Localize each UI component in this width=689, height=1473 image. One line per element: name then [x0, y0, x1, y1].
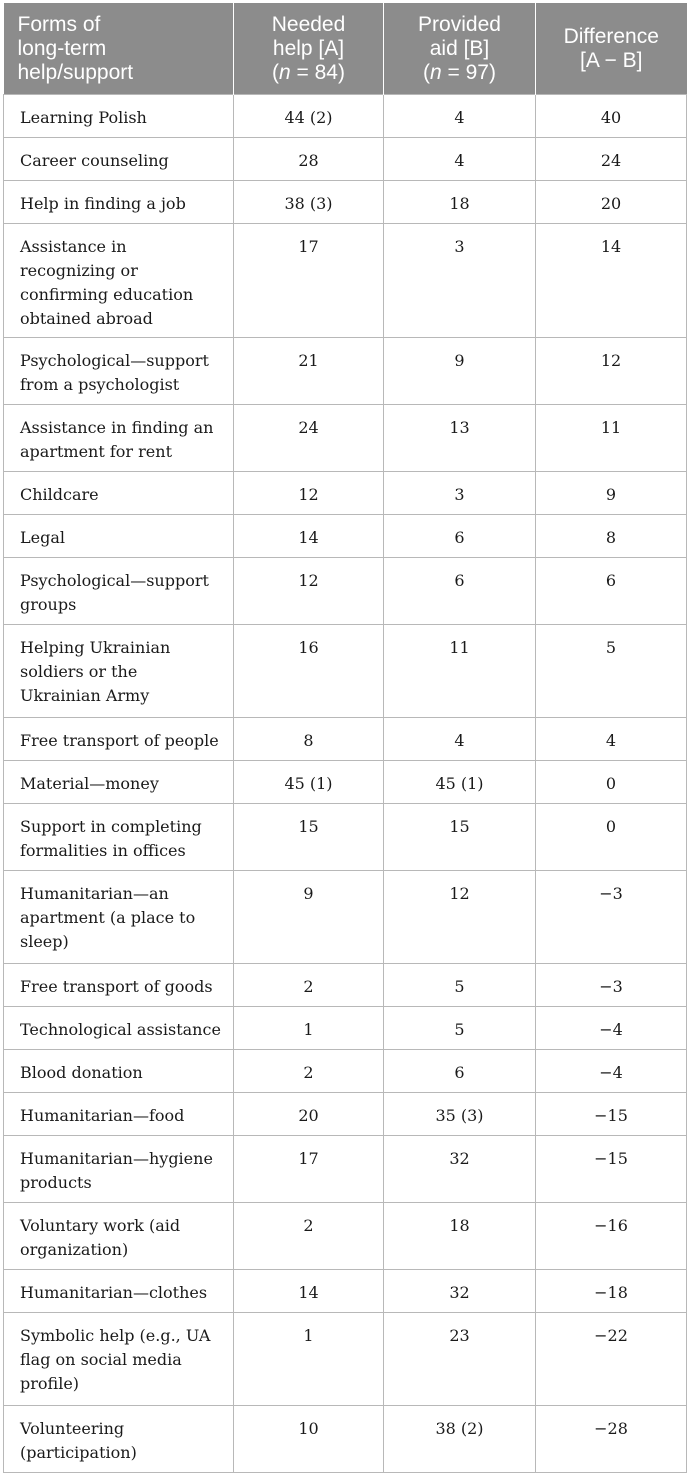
- needed-cell: 2: [234, 1203, 384, 1270]
- header-needed-line2: help [A]: [272, 36, 345, 60]
- table-row: [4, 871, 687, 964]
- needed-cell: 9: [234, 871, 384, 964]
- header-provided-line2: aid [B]: [429, 36, 490, 60]
- form-cell: Volunteering (participation): [4, 1406, 234, 1473]
- difference-cell: 8: [536, 515, 687, 558]
- paren-open: (: [423, 60, 430, 84]
- needed-cell: 2: [234, 1050, 384, 1093]
- needed-cell: 28: [234, 138, 384, 181]
- provided-cell: 32: [384, 1270, 536, 1313]
- table-row: [4, 964, 687, 1007]
- provided-cell: 5: [384, 1007, 536, 1050]
- table-row: [4, 558, 687, 625]
- n-value: = 84): [290, 60, 345, 84]
- needed-cell: 15: [234, 804, 384, 871]
- difference-cell: −16: [536, 1203, 687, 1270]
- form-cell: Helping Ukrainian soldiers or the Ukrainian Army: [4, 625, 234, 718]
- form-cell: Assistance in recognizing or confirming education obtained abroad: [4, 224, 234, 338]
- needed-cell: 10: [234, 1406, 384, 1473]
- paren-open: (: [272, 60, 279, 84]
- n-symbol: n: [430, 60, 442, 84]
- difference-cell: −22: [536, 1313, 687, 1406]
- difference-cell: −15: [536, 1136, 687, 1203]
- form-cell: Technological assistance: [4, 1007, 234, 1050]
- provided-cell: 4: [384, 138, 536, 181]
- header-needed-line1: Needed: [271, 12, 346, 36]
- provided-cell: 38 (2): [384, 1406, 536, 1473]
- difference-cell: 0: [536, 761, 687, 804]
- header-difference-line1: Difference: [563, 24, 659, 48]
- form-cell: Free transport of people: [4, 718, 234, 761]
- form-cell: Support in completing formalities in offices: [4, 804, 234, 871]
- table-row: [4, 181, 687, 224]
- difference-cell: 5: [536, 625, 687, 718]
- needed-cell: 17: [234, 1136, 384, 1203]
- needed-cell: 1: [234, 1007, 384, 1050]
- provided-cell: 32: [384, 1136, 536, 1203]
- difference-cell: 4: [536, 718, 687, 761]
- table-row: [4, 405, 687, 472]
- needed-cell: 24: [234, 405, 384, 472]
- difference-cell: −28: [536, 1406, 687, 1473]
- form-cell: Symbolic help (e.g., UA flag on social media profile): [4, 1313, 234, 1406]
- provided-cell: 23: [384, 1313, 536, 1406]
- form-cell: Psychological—support groups: [4, 558, 234, 625]
- form-cell: Material—money: [4, 761, 234, 804]
- form-cell: Humanitarian—clothes: [4, 1270, 234, 1313]
- header-difference-line2: [A − B]: [580, 48, 643, 72]
- provided-cell: 4: [384, 718, 536, 761]
- header-difference: [536, 3, 687, 95]
- needed-cell: 8: [234, 718, 384, 761]
- form-cell: Career counseling: [4, 138, 234, 181]
- form-cell: Humanitarian—hygiene products: [4, 1136, 234, 1203]
- provided-cell: 3: [384, 224, 536, 338]
- n-value: = 97): [441, 60, 496, 84]
- difference-cell: −15: [536, 1093, 687, 1136]
- needed-cell: 17: [234, 224, 384, 338]
- needed-cell: 1: [234, 1313, 384, 1406]
- table-row: [4, 625, 687, 718]
- difference-cell: −3: [536, 964, 687, 1007]
- table-row: [4, 338, 687, 405]
- table-row: [4, 1007, 687, 1050]
- table-row: [4, 138, 687, 181]
- provided-cell: 4: [384, 95, 536, 138]
- provided-cell: 18: [384, 181, 536, 224]
- table-row: [4, 515, 687, 558]
- difference-cell: 9: [536, 472, 687, 515]
- difference-cell: 12: [536, 338, 687, 405]
- difference-cell: 14: [536, 224, 687, 338]
- provided-cell: 18: [384, 1203, 536, 1270]
- form-cell: Help in finding a job: [4, 181, 234, 224]
- provided-cell: 11: [384, 625, 536, 718]
- table-row: [4, 1203, 687, 1270]
- difference-cell: 20: [536, 181, 687, 224]
- header-provided-n-line: [384, 61, 535, 85]
- header-forms-line: Forms of: [17, 12, 101, 36]
- provided-cell: 45 (1): [384, 761, 536, 804]
- provided-cell: 6: [384, 558, 536, 625]
- table-row: [4, 472, 687, 515]
- difference-cell: 40: [536, 95, 687, 138]
- table-row: [4, 1406, 687, 1473]
- difference-cell: −4: [536, 1050, 687, 1093]
- difference-cell: −18: [536, 1270, 687, 1313]
- form-cell: Legal: [4, 515, 234, 558]
- needed-cell: 2: [234, 964, 384, 1007]
- provided-cell: 5: [384, 964, 536, 1007]
- form-cell: Humanitarian—food: [4, 1093, 234, 1136]
- needed-cell: 14: [234, 515, 384, 558]
- header-needed-n-line: [234, 61, 383, 85]
- needed-cell: 21: [234, 338, 384, 405]
- form-cell: Assistance in finding an apartment for rent: [4, 405, 234, 472]
- table-row: [4, 1050, 687, 1093]
- table-row: [4, 761, 687, 804]
- difference-cell: 0: [536, 804, 687, 871]
- provided-cell: 3: [384, 472, 536, 515]
- table-row: [4, 1093, 687, 1136]
- provided-cell: 13: [384, 405, 536, 472]
- header-forms-line: long-term: [17, 36, 107, 60]
- provided-cell: 35 (3): [384, 1093, 536, 1136]
- help-support-table: [3, 3, 687, 1473]
- header-provided-line1: Provided: [418, 12, 501, 36]
- needed-cell: 20: [234, 1093, 384, 1136]
- header-needed: [234, 3, 384, 95]
- difference-cell: −4: [536, 1007, 687, 1050]
- form-cell: Psychological—support from a psychologist: [4, 338, 234, 405]
- table-row: [4, 224, 687, 338]
- table-row: [4, 804, 687, 871]
- table-row: [4, 1270, 687, 1313]
- needed-cell: 12: [234, 472, 384, 515]
- table-row: [4, 1136, 687, 1203]
- form-cell: Blood donation: [4, 1050, 234, 1093]
- difference-cell: −3: [536, 871, 687, 964]
- provided-cell: 6: [384, 1050, 536, 1093]
- provided-cell: 9: [384, 338, 536, 405]
- difference-cell: 6: [536, 558, 687, 625]
- difference-cell: 24: [536, 138, 687, 181]
- header-forms-line: help/support: [17, 60, 134, 84]
- form-cell: Humanitarian—an apartment (a place to sleep): [4, 871, 234, 964]
- table-row: [4, 718, 687, 761]
- needed-cell: 45 (1): [234, 761, 384, 804]
- needed-cell: 44 (2): [234, 95, 384, 138]
- provided-cell: 6: [384, 515, 536, 558]
- form-cell: Voluntary work (aid organization): [4, 1203, 234, 1270]
- header-provided: [384, 3, 536, 95]
- header-row: [4, 3, 687, 95]
- header-forms: [4, 3, 234, 95]
- form-cell: Free transport of goods: [4, 964, 234, 1007]
- provided-cell: 12: [384, 871, 536, 964]
- table-row: [4, 95, 687, 138]
- table-body: [4, 95, 687, 1473]
- needed-cell: 38 (3): [234, 181, 384, 224]
- n-symbol: n: [279, 60, 291, 84]
- needed-cell: 16: [234, 625, 384, 718]
- form-cell: Childcare: [4, 472, 234, 515]
- provided-cell: 15: [384, 804, 536, 871]
- table-row: [4, 1313, 687, 1406]
- difference-cell: 11: [536, 405, 687, 472]
- form-cell: Learning Polish: [4, 95, 234, 138]
- needed-cell: 14: [234, 1270, 384, 1313]
- needed-cell: 12: [234, 558, 384, 625]
- table-header: [4, 3, 687, 95]
